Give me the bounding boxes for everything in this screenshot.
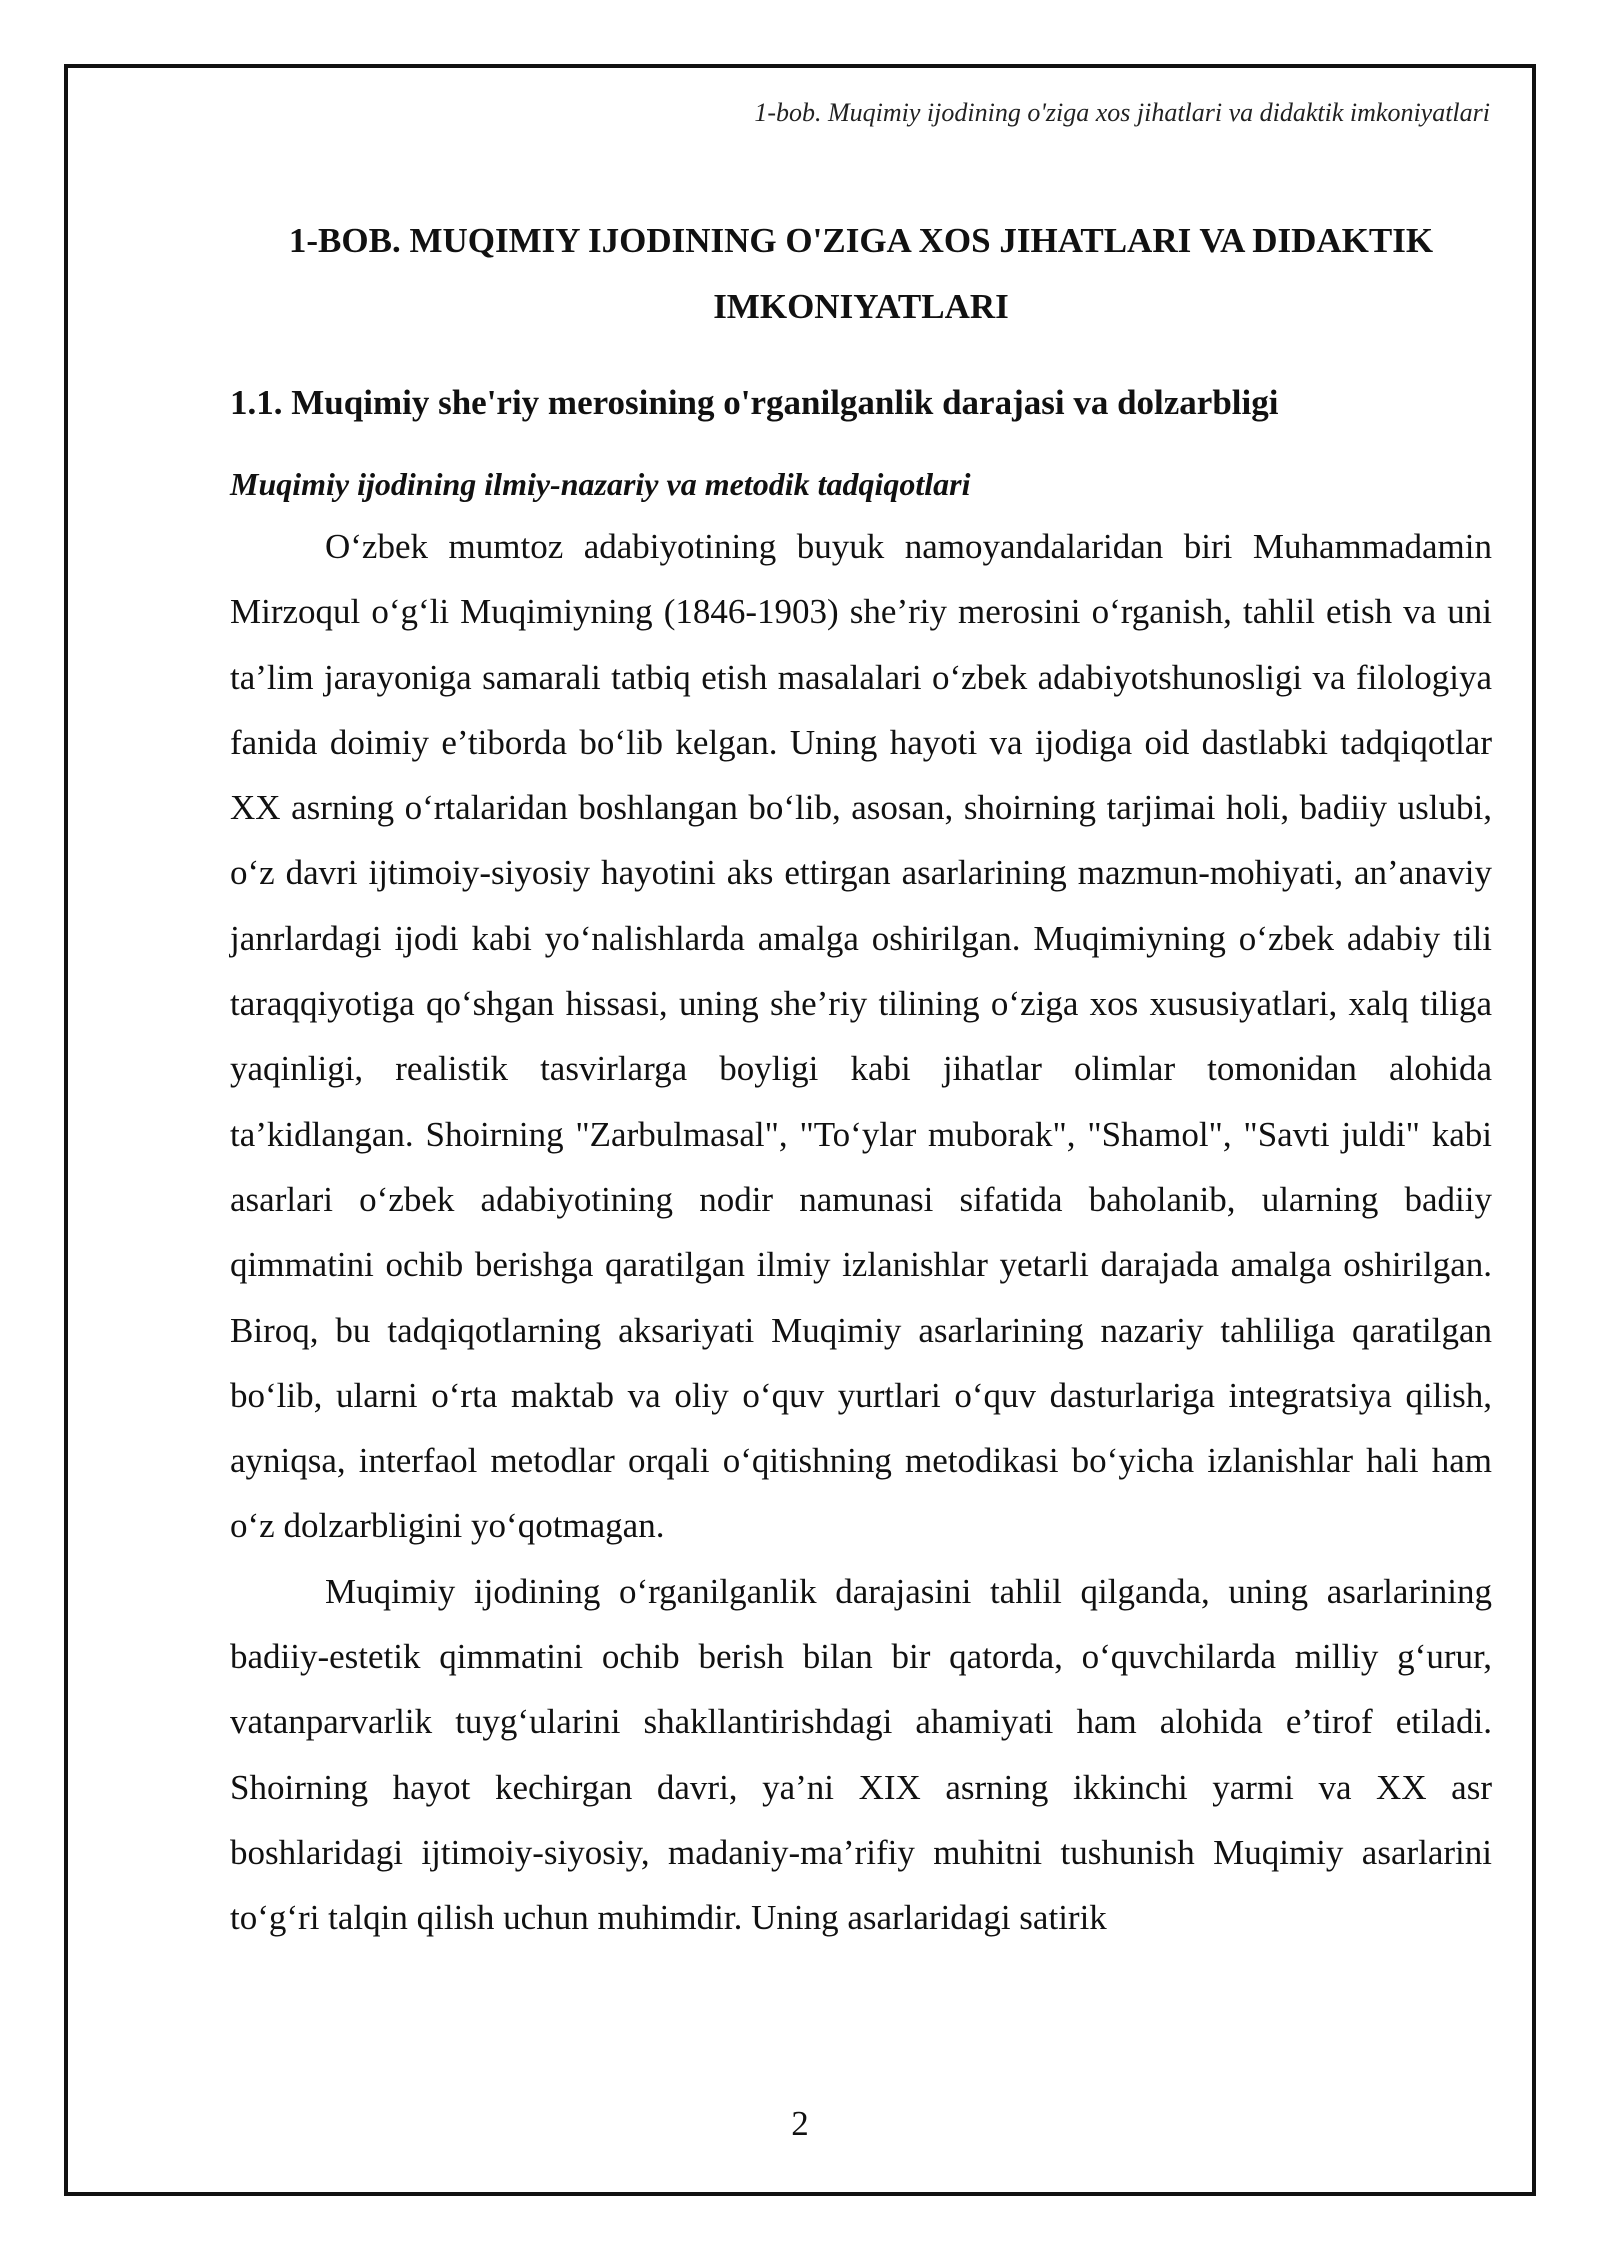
subsection-title: Muqimiy ijodining ilmiy-nazariy va metodik tadqiqotlari xyxy=(230,466,971,502)
running-header: 1-bob. Muqimiy ijodining o'ziga xos jihatlari va didaktik imkoniyatlari xyxy=(754,98,1490,127)
body-paragraph: O‘zbek mumtoz adabiyotining buyuk namoyandalaridan biri Muhammadamin Mirzoqul o‘g‘li Muqimiyning (1846-1903) she’riy merosini o‘rganish, tahlil etish va uni ta’lim jarayoniga samarali tatbiq etish masalalari o‘zbek adabiyotshunosligi va filologiya fanida doimiy e’tiborda bo‘lib kelgan. Uning hayoti va ijodiga oid dastlabki tadqiqotlar XX asrning o‘rtalaridan boshlangan bo‘lib, asosan, shoirning tarjimai holi, badiiy uslubi, o‘z davri ijtimoiy-siyosiy hayotini aks ettirgan asarlarining mazmun-mohiyati, an’anaviy janrlardagi ijodi kabi yo‘nalishlarda amalga oshirilgan. Muqimiyning o‘zbek adabiy tili taraqqiyotiga qo‘shgan hissasi, uning she’riy tilining o‘ziga xos xususiyatlari, xalq tiliga yaqinligi, realistik tasvirlarga boyligi kabi jihatlar olimlar tomonidan alohida ta’kidlangan. Shoirning "Zarbulmasal", "To‘ylar muborak", "Shamol", "Savti juldi" kabi asarlari o‘zbek adabiyotining nodir namunasi sifatida baholanib, ularning badiiy qimmatini ochib berishga qaratilgan ilmiy izlanishlar yetarli darajada amalga oshirilgan. Biroq, bu tadqiqotlarning aksariyati Muqimiy asarlarining nazariy tahliliga qaratilgan bo‘lib, ularni o‘rta maktab va oliy o‘quv yurtlari o‘quv dasturlariga integratsiya qilish, ayniqsa, interfaol metodlar orqali o‘qitishning metodikasi bo‘yicha izlanishlar hali ham o‘z dolzarbligini yo‘qotmagan. xyxy=(230,527,1492,1546)
section-title: 1.1. Muqimiy she'riy merosining o'rganilganlik darajasi va dolzarbligi xyxy=(230,383,1279,422)
page-content xyxy=(230,208,1492,1951)
chapter-title: 1-BOB. MUQIMIY IJODINING O'ZIGA XOS JIHATLARI VA DIDAKTIK IMKONIYATLARI xyxy=(288,221,1434,326)
body-paragraph: Muqimiy ijodining o‘rganilganlik darajasini tahlil qilganda, uning asarlarining badiiy-estetik qimmatini ochib berish bilan bir qatorda, o‘quvchilarda milliy g‘urur, vatanparvarlik tuyg‘ularini shakllantirishdagi ahamiyati ham alohida e’tirof etiladi. Shoirning hayot kechirgan davri, ya’ni XIX asrning ikkinchi yarmi va XX asr boshlaridagi ijtimoiy-siyosiy, madaniy-ma’rifiy muhitni tushunish Muqimiy asarlarini to‘g‘ri talqin qilish uchun muhimdir. Uning asarlaridagi satirik xyxy=(230,1571,1492,1938)
page-number: 2 xyxy=(791,2104,809,2143)
